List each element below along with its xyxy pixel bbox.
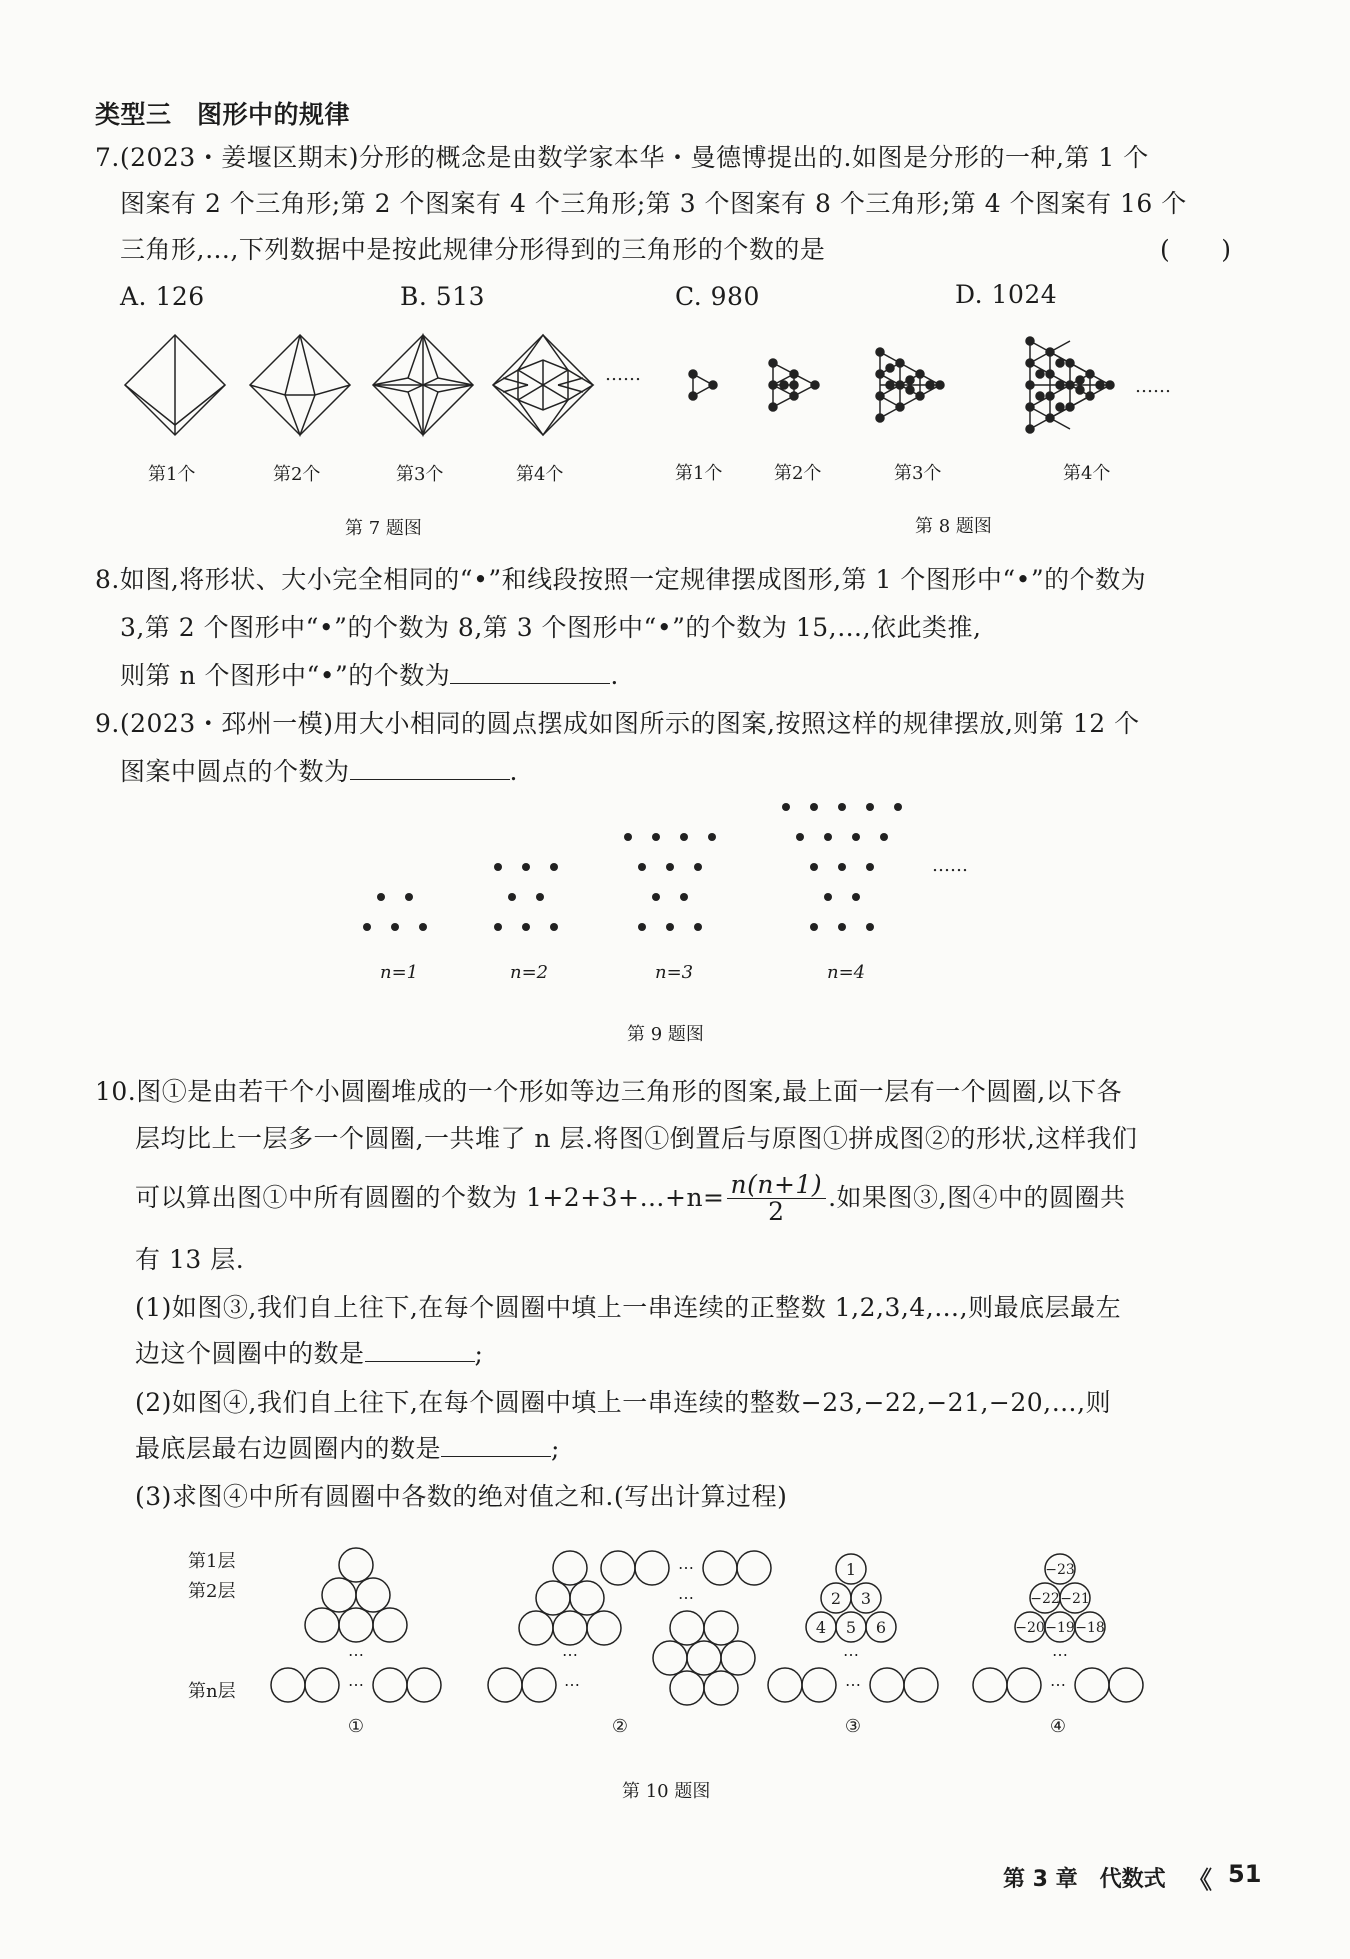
fig7-label-4: 第4个: [516, 464, 564, 485]
q9-number: 9.: [95, 709, 120, 738]
fig10-figure-2: [488, 1551, 771, 1705]
q9-line1: [95, 709, 1140, 739]
fig7-pattern-1: [125, 335, 225, 435]
fig10-fig4-hdots: ⋯: [1050, 1675, 1066, 1694]
fig10-fig3-hdots: ⋯: [845, 1675, 861, 1694]
fig10-fig3-num-6: 6: [875, 1618, 887, 1637]
fig7-ellipsis: ……: [605, 364, 641, 385]
fig9-pattern-3: [624, 833, 716, 931]
fig8-label-4: 第4个: [1063, 463, 1111, 484]
q8-text-1: 如图,将形状、大小完全相同的“•”和线段按照一定规律摆成图形,第 1 个图形中“•”的个数为: [119, 565, 1147, 594]
q10-text-3a: 可以算出图①中所有圆圈的个数为 1+2+3+…+n=: [135, 1183, 725, 1212]
q10-line1: [95, 1077, 1122, 1107]
q7-option-b: B. 513: [400, 282, 485, 311]
fig10-fig4-num-1: −23: [1045, 1562, 1075, 1578]
q10-line4: 有 13 层.: [135, 1245, 245, 1274]
fig8-ellipsis: ……: [1135, 376, 1171, 397]
q10-sub2-line1: (2)如图④,我们自上往下,在每个圆圈中填上一串连续的整数−23,−22,−21,−20,…,则: [135, 1388, 1112, 1417]
fig9-svg: [0, 795, 1350, 945]
fig10-fig2-top-dots: ⋯: [678, 1558, 694, 1577]
fig9-pattern-1: [363, 893, 427, 931]
q10-number: 10.: [95, 1077, 137, 1106]
fig9-caption: 第 9 题图: [627, 1024, 704, 1045]
fig9-label-4: n=4: [827, 962, 866, 983]
fig8-label-1: 第1个: [675, 463, 723, 484]
q9-answer-blank[interactable]: [350, 757, 510, 780]
q10-text-3b: .如果图③,图④中的圆圈共: [828, 1183, 1126, 1212]
section-title: 类型三 图形中的规律: [95, 100, 351, 129]
fig7-pattern-2: [250, 335, 350, 435]
fig10-svg: [0, 1540, 1350, 1760]
fig7-pattern-3: [373, 335, 473, 435]
fig7-label-3: 第3个: [396, 464, 444, 485]
q7-line3: 三角形,…,下列数据中是按此规律分形得到的三角形的个数的是: [120, 235, 826, 264]
q7-line1: [95, 143, 1149, 173]
fig8-caption: 第 8 题图: [915, 516, 992, 537]
q10-line2: 层均比上一层多一个圆圈,一共堆了 n 层.将图①倒置后与原图①拼成图②的形状,这样我们: [135, 1124, 1138, 1153]
q10-sub2-line2: 最底层最右边圆圈内的数是 ;: [135, 1434, 560, 1463]
q10-sub3: (3)求图④中所有圆圈中各数的绝对值之和.(写出计算过程): [135, 1482, 788, 1511]
q7-line2: 图案有 2 个三角形;第 2 个图案有 4 个三角形;第 3 个图案有 8 个三角形;第 4 个图案有 16 个: [120, 189, 1187, 218]
fig10-fig4-num-5: −19: [1045, 1620, 1075, 1636]
fig8-pattern-2: [769, 359, 819, 411]
fig7-pattern-4: [493, 335, 593, 435]
fig10-mark-3: ③: [844, 1716, 862, 1737]
q8-text-3: 则第 n 个图形中“•”的个数为: [120, 661, 451, 690]
fig10-fig1-hdots: ⋯: [348, 1675, 364, 1694]
fig10-fig3-num-4: 4: [815, 1618, 827, 1637]
q9-line2: 图案中圆点的个数为 .: [120, 757, 518, 786]
fig9-pattern-4: [782, 803, 902, 931]
fig10-fig3-num-1: 1: [845, 1560, 857, 1579]
fig9-pattern-2: [494, 863, 558, 931]
fig10-fig4-vdots: ⋯: [1052, 1645, 1068, 1664]
fig10-layer-label-n: 第n层: [188, 1681, 236, 1702]
q9-text-1: 用大小相同的圆点摆成如图所示的图案,按照这样的规律摆放,则第 12 个: [333, 709, 1140, 738]
fig7-label-2: 第2个: [273, 464, 321, 485]
fig10-fig3-num-2: 2: [830, 1589, 842, 1608]
fig10-fig3-vdots: ⋯: [843, 1645, 859, 1664]
q8-line1: [95, 565, 1146, 595]
fig8-patterns: [689, 337, 1114, 433]
fig10-layer-label-1: 第1层: [188, 1551, 236, 1572]
q7-option-a: A. 126: [120, 282, 205, 311]
q10-sub1-line2: 边这个圆圈中的数是 ;: [135, 1339, 484, 1368]
fig8-label-2: 第2个: [774, 463, 822, 484]
q10-sub1-line1: (1)如图③,我们自上往下,在每个圆圈中填上一串连续的正整数 1,2,3,4,…,则最底层最左: [135, 1293, 1122, 1322]
q10-fraction: [727, 1169, 827, 1226]
fig7-label-1: 第1个: [148, 464, 196, 485]
q7-source: (2023・姜堰区期末): [119, 143, 359, 172]
q8-line3: 则第 n 个图形中“•”的个数为 .: [120, 661, 619, 690]
q10-fraction-numerator: n(n+1): [727, 1172, 827, 1199]
q7-answer-paren: ( ): [1160, 235, 1232, 264]
q8-number: 8.: [95, 565, 120, 594]
fig10-fig2-hdots: ⋯: [564, 1675, 580, 1694]
q10-fraction-denominator: 2: [768, 1196, 785, 1226]
fig10-mark-2: ②: [611, 1716, 629, 1737]
q8-line2: 3,第 2 个图形中“•”的个数为 8,第 3 个图形中“•”的个数为 15,…,依此类推,: [120, 613, 982, 642]
fig10-fig4-num-2: −22: [1030, 1591, 1060, 1607]
fig9-label-2: n=2: [510, 962, 549, 983]
footer-page-number: 51: [1228, 1860, 1262, 1888]
fig10-layer-label-2: 第2层: [188, 1581, 236, 1602]
fig8-label-3: 第3个: [894, 463, 942, 484]
footer-arrows-icon: 《: [1188, 1866, 1212, 1894]
q10-sub2-text-2: 最底层最右边圆圈内的数是: [135, 1434, 442, 1463]
fig10-fig1-vdots: ⋯: [348, 1645, 364, 1664]
fig10-fig3-num-5: 5: [845, 1618, 857, 1637]
q10-sub1-answer-blank[interactable]: [365, 1339, 475, 1362]
fig8-pattern-3: [876, 348, 944, 422]
q9-source: (2023・邳州一模): [119, 709, 334, 738]
fig10-fig4-num-3: −21: [1060, 1591, 1090, 1607]
q7-option-c: C. 980: [675, 282, 760, 311]
footer-chapter: 第 3 章 代数式: [1003, 1867, 1166, 1892]
fig10-fig3-num-3: 3: [860, 1589, 872, 1608]
q10-sub1-text-2: 边这个圆圈中的数是: [135, 1339, 365, 1368]
fig7-caption: 第 7 题图: [345, 518, 422, 539]
fig10-mark-4: ④: [1049, 1716, 1067, 1737]
q9-text-2: 图案中圆点的个数为: [120, 757, 350, 786]
fig7-fig8-svg: [0, 320, 1350, 540]
fig10-fig4-num-4: −20: [1015, 1620, 1045, 1636]
fig9-ellipsis: ……: [932, 855, 968, 876]
q7-option-d: D. 1024: [955, 280, 1058, 309]
fig9-label-3: n=3: [655, 962, 694, 983]
q10-line3: [135, 1168, 1125, 1228]
fig10-caption: 第 10 题图: [622, 1781, 711, 1802]
fig10-fig4-num-6: −18: [1075, 1620, 1105, 1636]
q8-answer-blank[interactable]: [450, 661, 610, 684]
q10-sub2-answer-blank[interactable]: [441, 1434, 551, 1457]
q10-text-1: 图①是由若干个小圆圈堆成的一个形如等边三角形的图案,最上面一层有一个圆圈,以下各: [136, 1077, 1123, 1106]
fig10-mark-1: ①: [347, 1716, 365, 1737]
q7-text-1: 分形的概念是由数学家本华・曼德博提出的.如图是分形的一种,第 1 个: [359, 143, 1149, 172]
fig10-fig2-vdots: ⋯: [562, 1645, 578, 1664]
fig8-pattern-4: [1026, 337, 1114, 433]
fig10-fig2-mid-dots: ⋯: [678, 1588, 694, 1607]
fig8-pattern-1: [689, 370, 717, 400]
fig9-label-1: n=1: [380, 962, 419, 983]
q7-number: 7.: [95, 143, 120, 172]
